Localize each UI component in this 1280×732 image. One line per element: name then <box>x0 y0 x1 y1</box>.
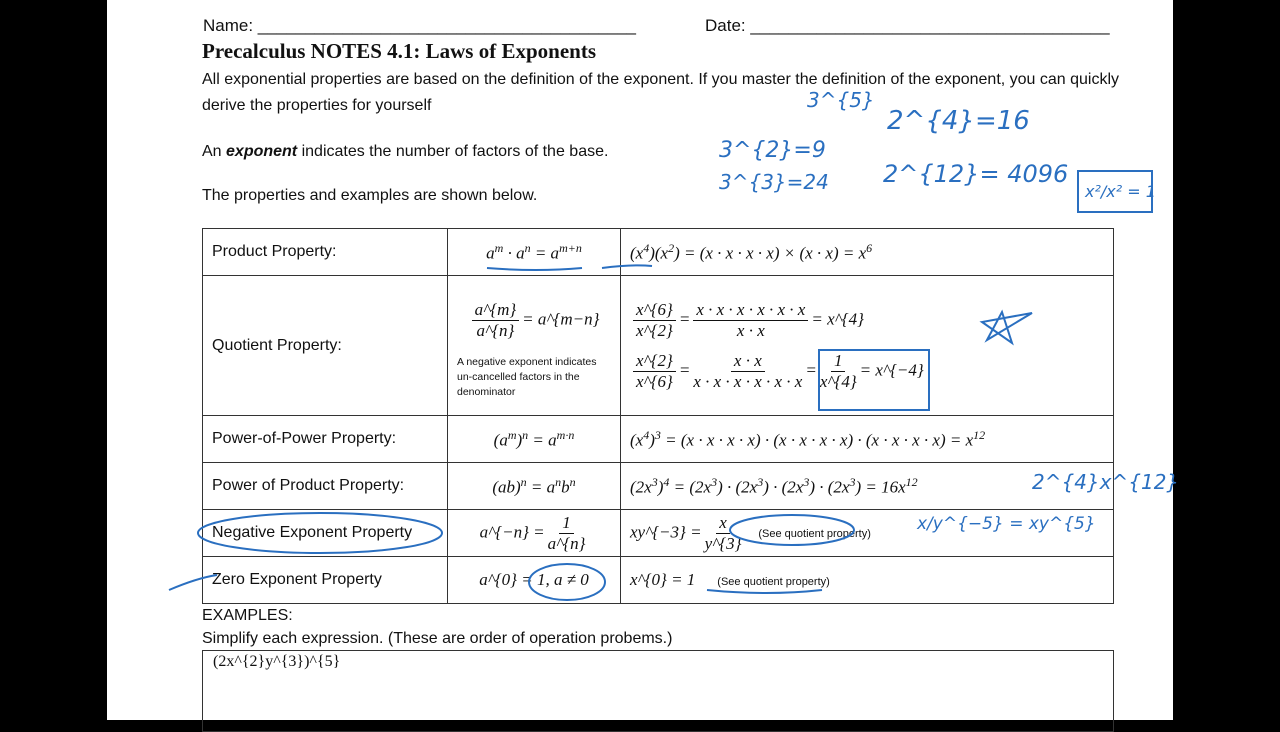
property-example: $\frac{x\^{}\{6\}}{x\^{}\{2\}}$ = $\frac{x \cdot x \cdot x \cdot x \cdot x \cdot x}{x \cdot x}$ = x^{4} $\frac{x\^{}\{2\}}{x\^{}\{6\}}$ = $\frac{x \cdot x}{x \cdot x \cdot x \cdot x \cdot x \cdot x}$ = $\frac{1}{x\^{}\{4\}}$ = x^{−4} <box>621 276 1114 416</box>
exponent: 3 <box>711 474 718 489</box>
property-rule: a^{0} = 1, a ≠ 0 <box>448 557 621 604</box>
exponent: 3 <box>803 474 810 489</box>
numerator: x · x · x · x · x · x <box>693 300 808 321</box>
exponent: n <box>520 474 527 489</box>
property-example <box>621 557 1114 604</box>
property-name: Negative Exponent Property <box>203 510 448 557</box>
annotation: x²/x² = 1 <box>1077 170 1153 213</box>
fraction <box>693 300 808 341</box>
exponent: m+n <box>559 240 582 255</box>
property-rule <box>448 276 621 416</box>
properties-table <box>202 228 1114 604</box>
text: indicates the number of factors of the base. <box>297 143 609 160</box>
table-row <box>203 416 1114 463</box>
table-row <box>203 557 1114 604</box>
annotation: 2^{4}x^{12} <box>1032 470 1180 494</box>
denominator: x^{4} <box>819 371 857 391</box>
fraction <box>633 351 676 392</box>
property-rule: $(a^m)^n = a^{m\cdot n}$ <box>448 416 621 463</box>
text: An <box>202 143 227 160</box>
exponent: 4 <box>643 427 650 442</box>
table-row <box>203 276 1114 416</box>
property-example: $(2x^3)^4 = (2x^3) \cdot (2x^3) \cdot (2x^3) \cdot (2x^3) = 16x^{12}$ <box>621 463 1114 510</box>
property-name: Quotient Property: <box>203 276 448 416</box>
annotation: 3^{3}=24 <box>719 170 829 194</box>
property-name: Power of Product Property: <box>203 463 448 510</box>
fraction <box>548 513 586 554</box>
numerator: x^{2} <box>633 351 676 372</box>
annotation: 3^{2}=9 <box>719 138 826 163</box>
lhs: a^{−n} = <box>479 521 545 541</box>
denominator: a^{n} <box>476 320 515 340</box>
annotation: 2^{12}= 4096 <box>883 160 1069 188</box>
annotation: 2^{4}=16 <box>887 106 1030 136</box>
fraction <box>705 513 742 554</box>
table-row <box>203 463 1114 510</box>
rhs: = a^{m−n} <box>522 308 600 328</box>
table-row <box>203 229 1114 276</box>
rhs: = x^{−4} <box>859 359 924 379</box>
see-quotient-note: (See quotient property) <box>717 576 830 588</box>
exponent: n <box>555 474 562 489</box>
numerator: x · x <box>731 351 765 372</box>
denominator: x^{2} <box>636 320 673 340</box>
denominator: x · x <box>736 320 765 340</box>
exponent: m·n <box>556 427 575 442</box>
denominator: x · x · x · x · x · x <box>693 371 803 391</box>
annotation: x/y^{−5} = xy^{5} <box>917 514 1096 534</box>
exponent: 4 <box>643 240 650 255</box>
property-name: Power-of-Power Property: <box>203 416 448 463</box>
denominator: x^{6} <box>636 371 673 391</box>
shown-below-text: The properties and examples are shown below. <box>202 187 538 204</box>
numerator: x^{6} <box>633 300 676 321</box>
fraction <box>472 300 520 341</box>
denominator: a^{n} <box>547 533 586 553</box>
exponent: 3 <box>757 474 764 489</box>
see-quotient-note: (See quotient property) <box>758 527 871 540</box>
property-rule: $a^m \cdot a^n = a^{m+n}$ <box>448 229 621 276</box>
property-rule: $(ab)^n = a^nb^n$ <box>448 463 621 510</box>
annotation: 3^{5} <box>807 88 875 112</box>
name-field[interactable]: Name: ________________________________________ <box>203 16 636 35</box>
rhs: = x^{4} <box>811 308 864 328</box>
exponent: 6 <box>866 240 873 255</box>
numerator: x <box>716 513 730 534</box>
exponent: 2 <box>668 240 675 255</box>
numerator: a^{m} <box>472 300 520 321</box>
exponent: m <box>507 427 517 442</box>
worksheet-page <box>107 0 1180 720</box>
negative-exponent-note: A negative exponent indicates un-cancelled factors in the denominator <box>457 355 597 398</box>
exponent: 3 <box>651 474 658 489</box>
property-rule <box>448 510 621 557</box>
exponent: n <box>569 474 576 489</box>
examples-heading: EXAMPLES: <box>202 607 293 624</box>
property-name: Zero Exponent Property <box>203 557 448 604</box>
bold-term: exponent <box>226 143 298 160</box>
example-problem-1: (2x^{2}y^{3})^{5} <box>213 653 341 670</box>
exponent: n <box>522 427 529 442</box>
denominator: y^{3} <box>704 533 742 553</box>
example: x^{0} = 1 <box>630 570 696 589</box>
fraction <box>693 351 802 392</box>
fraction <box>820 351 857 392</box>
exponent: 12 <box>973 427 986 442</box>
property-example: $(x^4)(x^2) = (x \cdot x \cdot x \cdot x) \times (x \cdot x) = x^6$ <box>621 229 1114 276</box>
intro-text: All exponential properties are based on the definition of the exponent. If you master the definition of the exponent, you can quickly derive the properties for yourself <box>202 71 1120 114</box>
fraction <box>633 300 676 341</box>
exponent: 12 <box>905 474 918 489</box>
exponent: 3 <box>849 474 856 489</box>
lhs: xy^{−3} = <box>630 521 702 541</box>
page-title: Precalculus NOTES 4.1: Laws of Exponents <box>202 39 596 63</box>
exponent: n <box>524 240 531 255</box>
numerator: 1 <box>559 513 574 534</box>
property-name: Product Property: <box>203 229 448 276</box>
exponent: 4 <box>663 474 670 489</box>
numerator: 1 <box>831 351 846 372</box>
property-example: $(x^4)^3 = (x \cdot x \cdot x \cdot x) \cdot (x \cdot x \cdot x \cdot x) \cdot (x \cdot x \cdot x \cdot x) = x^{12}$ <box>621 416 1114 463</box>
exponent: m <box>494 240 504 255</box>
date-field[interactable]: Date: ______________________________________ <box>705 16 1110 35</box>
exponent: 3 <box>654 427 661 442</box>
examples-instruction: Simplify each expression. (These are order of operation probems.) <box>202 630 673 647</box>
